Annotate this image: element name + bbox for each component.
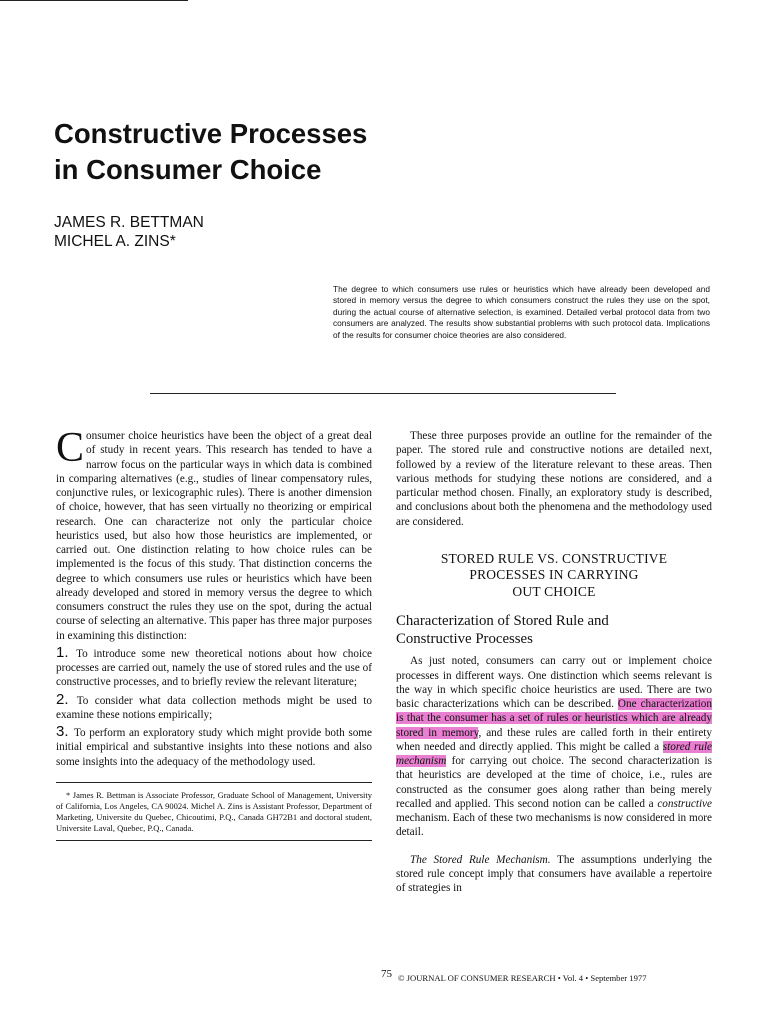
purpose-text: To consider what data collection methods might be used to examine these notions empirically; bbox=[56, 694, 372, 721]
footnote-rule bbox=[56, 782, 372, 783]
title-line-2: in Consumer Choice bbox=[54, 154, 322, 185]
section-divider bbox=[150, 393, 616, 394]
purpose-text: To perform an exploratory study which might provide both some initial empirical and substantive insights into these notions and also some insights into the adequacy of the methodology used. bbox=[56, 727, 372, 768]
left-column bbox=[56, 425, 372, 841]
section-heading-line: PROCESSES IN CARRYING bbox=[469, 567, 639, 583]
body-text: The assumptions underlying the stored rule concept imply that consumers have available a repertoire of strategies in bbox=[396, 853, 712, 894]
run-in-heading: The Stored Rule Mechanism. bbox=[410, 853, 551, 866]
highlighted-text: One characterization is that the consumer has a set of rules or heuristics which are already stored in memory bbox=[396, 698, 712, 739]
section-heading-line: OUT CHOICE bbox=[512, 583, 596, 599]
author-name: MICHEL A. ZINS* bbox=[54, 233, 176, 250]
subsection-heading-line: Constructive Processes bbox=[396, 630, 533, 647]
author-list bbox=[54, 213, 204, 251]
purpose-text: To introduce some new theoretical notions about how choice processes are carried out, namely the use of stored rules and the use of constructive processes, and to briefly review the relevant literature; bbox=[56, 647, 372, 689]
abstract: The degree to which consumers use rules or heuristics which have already been developed and stored in memory versus the degree to which consumers construct the rules they use on the spot, during the actual course of alternative selection, is examined. Detailed verbal protocol data from two consumers are analyzed. The results show substantial problems with such protocol data. Implications of the results for consumer choice theories are also considered. bbox=[333, 284, 710, 340]
right-column bbox=[396, 429, 712, 895]
outline-paragraph: These three purposes provide an outline for the remainder of the paper. The stored rule and constructive notions are detailed next, followed by a review of the literature relevant to these areas. Then various methods for studying these notions are considered, and a particular method chosen. Finally, an exploratory study is described, and conclusions about both the phenomena and the methodology used are considered. bbox=[396, 430, 712, 528]
drop-cap: C bbox=[56, 425, 85, 471]
purpose-item-1 bbox=[56, 643, 372, 690]
purpose-number: 1. bbox=[56, 643, 69, 661]
purpose-item-3 bbox=[56, 723, 372, 769]
body-text: mechanism. Each of these two mechanisms is now considered in more detail. bbox=[396, 812, 712, 839]
author-footnote: * James R. Bettman is Associate Professor, Graduate School of Management, University of California, Los Angeles, CA 90024. Michel A. Zins is Assistant Professor, Department of Marketing, Universite du Quebec, Chicoutimi, P.Q., Canada GH72B1 and doctoral student, Universite Laval, Quebec, P.Q., Canada. bbox=[56, 789, 372, 833]
intro-text: onsumer choice heuristics have been the object of a great deal of study in recent years. This research has tended to have a narrow focus on the particular ways in which data is combined in comparing alternatives (e.g., studies of linear compensatory rules, conjunctive rules, or lexicographic rules). There is another dimension of choice, however, that has seen virtually no theorizing or empirical research. One can characterize not only the particular choice heuristics used, but also how those heuristics are implemented, or carried out. One distinction relating to how choice rules can be implemented is the focus of this study. That distinction concerns the degree to which consumers use rules or heuristics which have been already developed and stored in memory versus the degree to which consumers construct the rules they use on the spot, during the actual course of selecting an alternative. This paper has three major purposes in examining this distinction: bbox=[56, 430, 372, 642]
section-heading bbox=[396, 551, 712, 601]
characterization-paragraph bbox=[396, 654, 712, 839]
body-text: for carrying out choice. The second characterization is that heuristics are developed at the time of choice, i.e., rules are constructed as the consumer goes along rather than being merely recalled and applied. This second notion can be called a bbox=[396, 755, 713, 810]
title-line-1: Constructive Processes bbox=[54, 118, 368, 149]
intro-paragraph bbox=[56, 425, 372, 643]
subsection-heading-line: Characterization of Stored Rule and bbox=[396, 613, 609, 630]
section-heading-line: STORED RULE VS. CONSTRUCTIVE bbox=[440, 550, 668, 566]
top-rule bbox=[0, 0, 188, 1]
italic-term: constructive bbox=[657, 797, 712, 810]
stored-rule-paragraph bbox=[396, 853, 712, 896]
highlighted-italic-term: stored rule mechanism bbox=[396, 740, 713, 767]
journal-citation: © JOURNAL OF CONSUMER RESEARCH • Vol. 4 • September 1977 bbox=[398, 973, 647, 983]
author-name: JAMES R. BETTMAN bbox=[54, 214, 204, 231]
page-number: 75 bbox=[381, 968, 392, 980]
purpose-item-2 bbox=[56, 690, 372, 723]
footnote-bottom-rule bbox=[56, 840, 372, 841]
subsection-heading bbox=[396, 613, 712, 648]
body-text: , and these rules are called forth in their entirety when needed and directly applied. This might be called a bbox=[396, 726, 712, 753]
purpose-number: 3. bbox=[56, 723, 69, 740]
article-title bbox=[54, 116, 367, 188]
body-text: As just noted, consumers can carry out or implement choice processes in different ways. One distinction which seems relevant is the way in which specific choice heuristics are used. There are two basic characterizations which can be described. bbox=[396, 655, 712, 710]
purpose-number: 2. bbox=[56, 690, 69, 708]
